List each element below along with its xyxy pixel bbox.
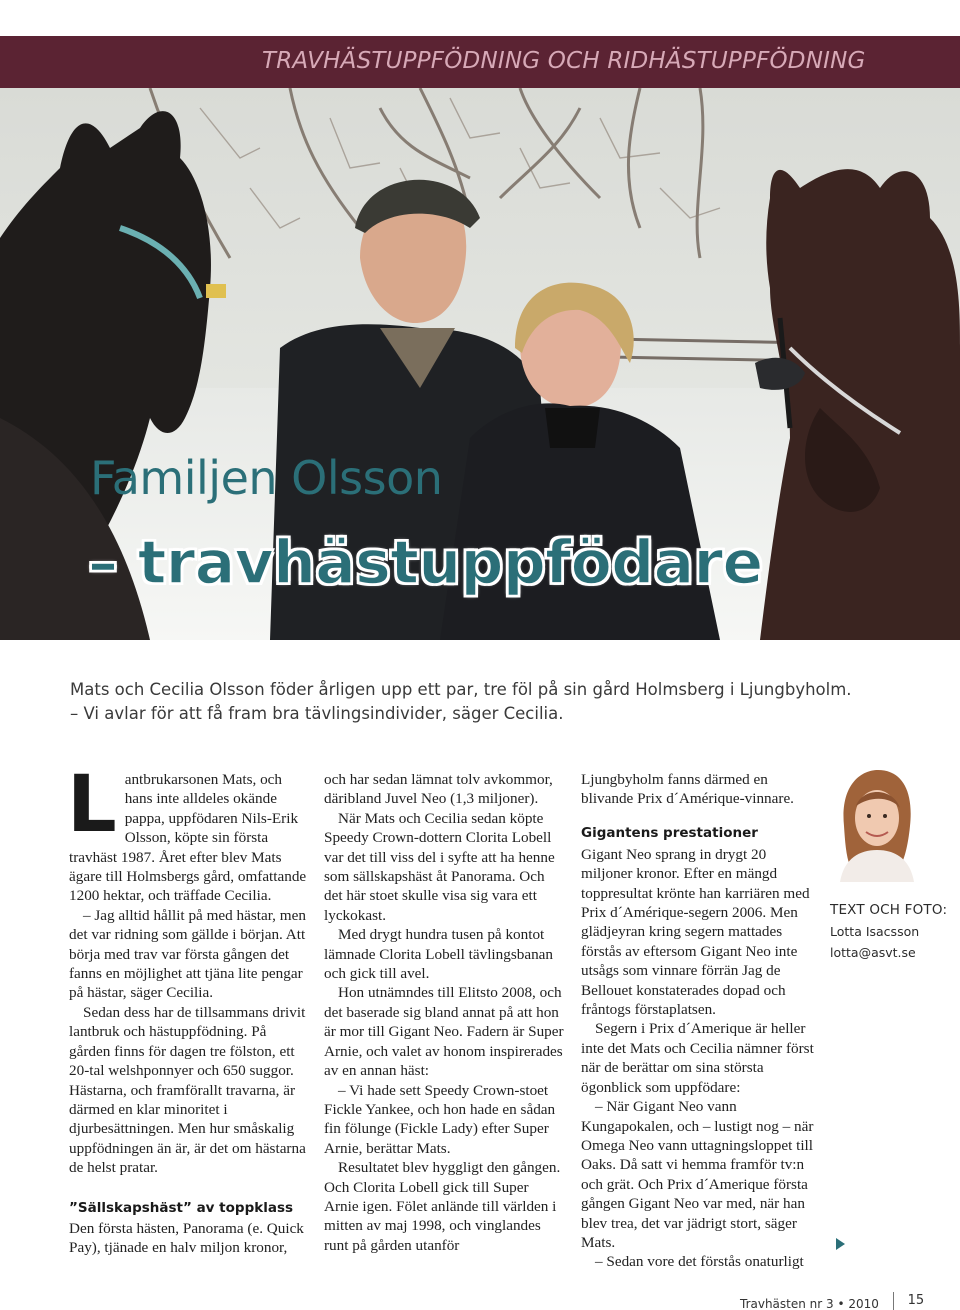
page-number: 15 <box>907 1293 925 1308</box>
paragraph: Segern i Prix d´Amerique är heller inte det Mats och Cecilia nämner först när de berättar om sina största ögonblick som uppfödare: <box>581 1020 814 1096</box>
triangle-right-icon <box>834 1237 846 1251</box>
article-column-3 <box>581 770 821 1272</box>
paragraph: – Sedan vore det förstås onaturligt <box>595 1253 804 1271</box>
section-header-band <box>0 36 960 88</box>
paragraph: Hon utnämndes till Elitsto 2008, och det baserade sig bland annat på att hon är mor till Gigant Neo. Fadern är Super Arnie, och valet av honom inspirerades av en annan häst: <box>324 984 564 1080</box>
drop-cap: L <box>67 760 117 850</box>
author-portrait <box>830 766 920 882</box>
subheading: Gigantens prestationer <box>581 824 758 841</box>
page-footer <box>740 1292 924 1310</box>
headline: Familjen Olsson <box>90 451 443 505</box>
article-column-2 <box>324 770 564 1255</box>
paragraph: Den första hästen, Panorama (e. Quick Pay), tjänade en halv miljon kronor, <box>69 1219 304 1256</box>
ingress-line-1: Mats och Cecilia Olsson föder årligen upp ett par, tre föl på sin gård Holmsberg i Ljungbyholm. <box>70 680 852 699</box>
paragraph: och har sedan lämnat tolv avkommor, däribland Juvel Neo (1,3 miljoner). <box>324 771 553 808</box>
ingress-line-2: – Vi avlar för att få fram bra tävlingsindivider, säger Cecilia. <box>70 704 564 723</box>
paragraph: – Jag alltid hållit på med hästar, men det var ridning som gällde i början. Att börja med trav var första gången det fanns en möjlighet att tjäna lite pengar på hästar, säger Cecilia. <box>69 906 306 1002</box>
subheading: ”Sällskapshäst” av toppklass <box>69 1199 294 1216</box>
headline-subtitle: – travhästuppfödare <box>88 528 763 598</box>
publication-info: Travhästen nr 3 • 2010 <box>740 1297 879 1310</box>
paragraph: Ljungbyholm fanns därmed en blivande Prix d´Amérique-vinnare. <box>581 771 794 808</box>
footer-divider <box>893 1292 894 1310</box>
section-title: TRAVHÄSTUPPFÖDNING OCH RIDHÄSTUPPFÖDNING <box>262 48 866 74</box>
paragraph: antbrukarsonen Mats, och hans inte alldeles okände pappa, uppfödaren Nils-Erik Olsson, köpte sin första travhäst 1987. Året efter blev Mats ägare till Holmsbergs gård, omfattande 1200 hektar, och träffade Cecilia. <box>69 771 307 905</box>
author-name: Lotta Isacsson <box>830 924 920 939</box>
paragraph: Resultatet blev hyggligt den gången. Och Clorita Lobell gick till Super Arnie igen. Fölet anlände till världen i mitten av maj 1998, och vinglandes runt på gården utanför <box>324 1159 561 1254</box>
byline <box>830 766 948 960</box>
article-column-1 <box>67 760 309 1257</box>
paragraph: Gigant Neo sprang in drygt 20 miljoner kronor. Efter en mängd toppresultat krönte han karriären med Prix d´Amérique-segern 2006. Men glädjeyran kring segern mattades förstås av eftersom Gigant Neo inte utsågs som vinnare förrän Jag de Bellouet konstaterades dopad och fråntogs förstaplatsen. <box>581 845 810 1019</box>
author-email: lotta@asvt.se <box>830 945 916 960</box>
byline-label: TEXT OCH FOTO: <box>830 902 948 918</box>
paragraph: När Mats och Cecilia sedan köpte Speedy Crown-dottern Clorita Lobell var det till viss del i syfte att ha henne som sällskapshäst åt Panorama. Och det här stoet skulle visa sig vara ett lyckokast. <box>324 809 555 924</box>
paragraph: Med drygt hundra tusen på kontot lämnade Clorita Lobell tävlingsbanan och gick till avel. <box>324 926 554 983</box>
paragraph: – När Gigant Neo vann Kungapokalen, och – lustigt nog – när Omega Neo vann uttagningsloppet till Oaks. Då satt vi hemma framför tv:n och grät. Och Prix d´Amerique första gången Gigant Neo var med, när han blev trea, det var jädrigt stort, säger Mats. <box>581 1098 814 1251</box>
paragraph: – Vi hade sett Speedy Crown-stoet Fickle Yankee, och hon hade en sådan fin fölunge (Fickle Lady) efter Super Arnie, berättar Mats. <box>324 1081 556 1157</box>
ingress <box>70 678 870 726</box>
paragraph: Sedan dess har de tillsammans drivit lantbruk och hästuppfödning. På gården finns för dagen tre fölston, ett 20-tal welshponnyer och 650 suggor. Hästarna, och framförallt travarna, är därmed en klar minoritet i djurbesättningen. Men hur småskalig uppfödningen än är, är det om hästarna de helst pratar. <box>69 1003 306 1177</box>
